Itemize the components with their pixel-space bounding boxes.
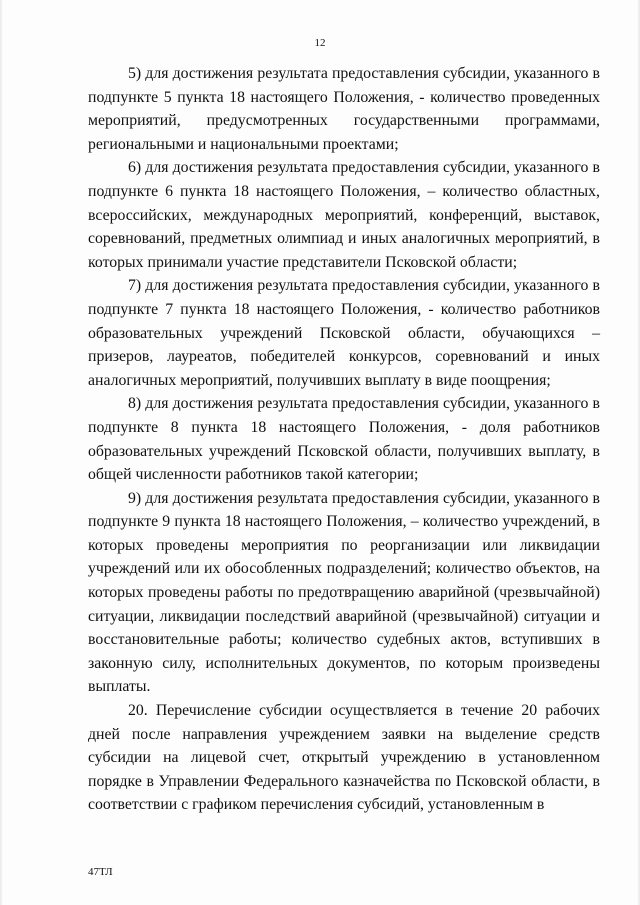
footer-document-code: 47ТЛ — [88, 866, 113, 878]
paragraph-point-20: 20. Перечисление субсидии осуществляется в течение 20 рабочих дней после направления учреждением заявки на выделение средств субсидии на лицевой счет, открытый учреждению в установленном порядке в Управлении Федерального казначейства по Псковской области, в соответствии с графиком перечисления субсидий, установленным в — [88, 702, 600, 814]
paragraph-item-8: 8) для достижения результата предоставления субсидии, указанного в подпункте 8 пункта 18 настоящего Положения, - доля работников образовательных учреждений Псковской области, получивших выплату, в общей численности работников такой категории; — [88, 395, 600, 484]
paragraph-item-6: 6) для достижения результата предоставления субсидии, указанного в подпункте 6 пункта 18 настоящего Положения, – количество областных, всероссийских, международных мероприятий, конференций, выставок, соревнований, предметных олимпиад и иных аналогичных мероприятий, в которых принимали участие представители Псковской области; — [88, 159, 600, 271]
scan-edge-left — [0, 0, 3, 905]
paragraph-item-9: 9) для достижения результата предоставления субсидии, указанного в подпункте 9 пункта 18 настоящего Положения, – количество учреждений, в которых проведены мероприятия по реорганизации или ликвидации учреждений или их обособленных подразделений; количество объектов, на которых проведены работы по предотвращению аварийной (чрезвычайной) ситуации, ликвидации последствий аварийной (чрезвычайной) ситуации и восстановительные работы; количество судебных актов, вступивших в законную силу, исполнительных документов, по которым произведены выплаты. — [88, 489, 600, 696]
document-body — [88, 62, 600, 817]
paragraph-item-5: 5) для достижения результата предоставления субсидии, указанного в подпункте 5 пункта 18 настоящего Положения, - количество проведенных мероприятий, предусмотренных государственными программами, региональными и национальными проектами; — [88, 65, 600, 153]
paragraph-item-7: 7) для достижения результата предоставления субсидии, указанного в подпункте 7 пункта 18 настоящего Положения, - количество работников образовательных учреждений Псковской области, обучающихся – призеров, лауреатов, победителей конкурсов, соревнований и иных аналогичных мероприятий, получивших выплату в виде поощрения; — [88, 277, 600, 389]
page-number: 12 — [314, 37, 326, 49]
